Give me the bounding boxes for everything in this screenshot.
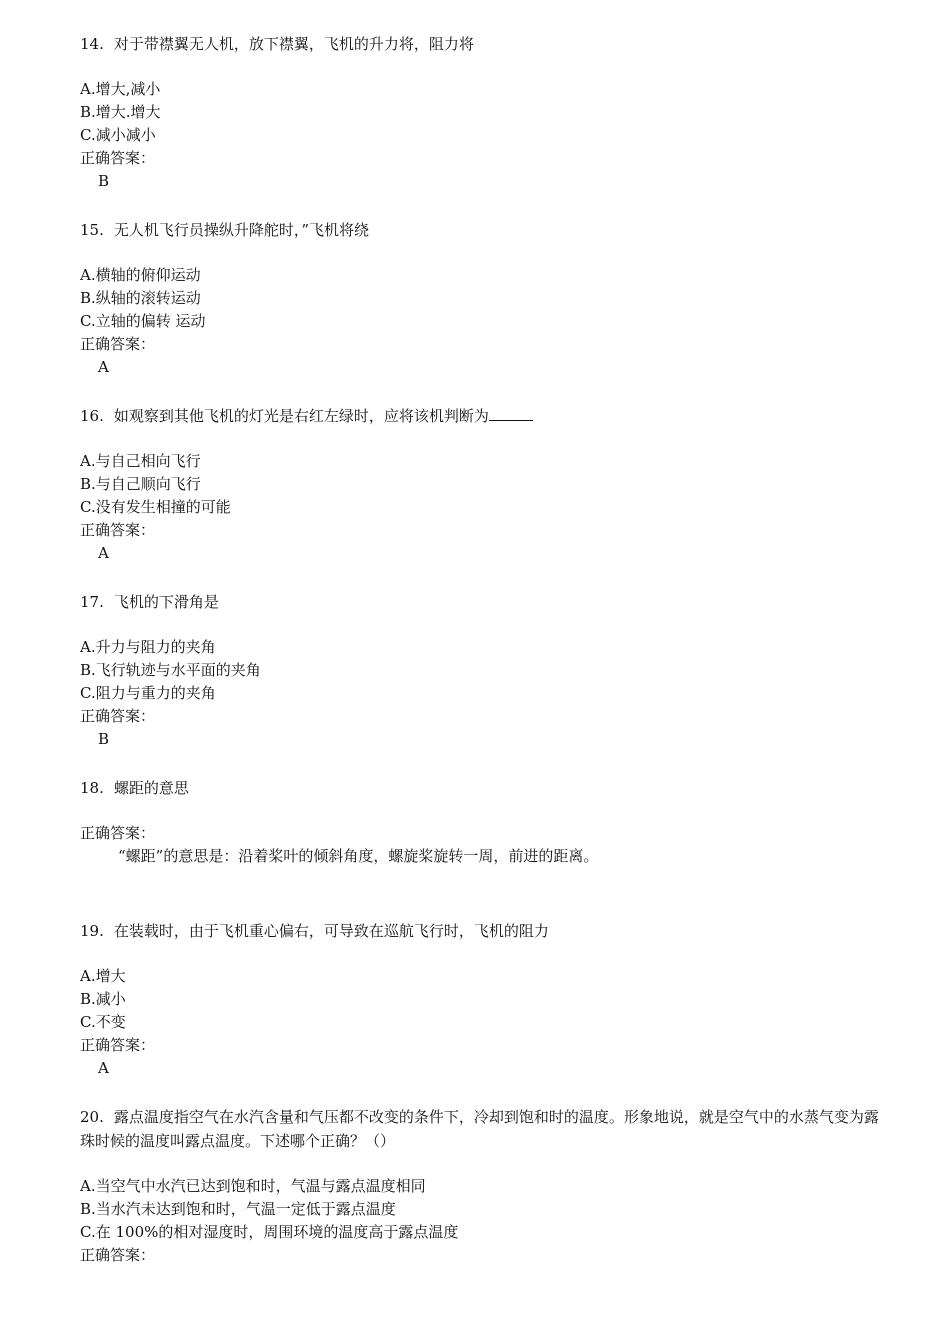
option-a: A.当空气中水汽已达到饱和时，气温与露点温度相同 (80, 1177, 426, 1195)
question-number: 20. (80, 1108, 104, 1126)
question-number: 17. (80, 593, 104, 611)
question-text (80, 1105, 880, 1153)
answer-label: 正确答案： (80, 707, 156, 725)
question-body: 如观察到其他飞机的灯光是右红左绿时，应将该机判断为 (113, 407, 489, 425)
question-17 (80, 590, 880, 751)
option-c: C.不变 (80, 1013, 126, 1031)
answer-value: B (98, 730, 110, 748)
question-number: 19. (80, 922, 104, 940)
answer-value: A (98, 358, 109, 376)
question-body: 飞机的下滑角是 (113, 593, 219, 611)
option-a: A.增大,减小 (80, 80, 161, 98)
question-body: 无人机飞行员操纵升降舵时，”飞机将绕 (113, 221, 370, 239)
question-16 (80, 404, 880, 565)
question-number: 14. (80, 35, 104, 53)
answer-blank (489, 404, 533, 421)
option-b: B.当水汽未达到饱和时，气温一定低于露点温度 (80, 1200, 396, 1218)
question-body: 在装载时，由于飞机重心偏右，可导致在巡航飞行时，飞机的阻力 (113, 922, 549, 940)
question-20 (80, 1105, 880, 1267)
answer-label: 正确答案： (80, 824, 156, 842)
question-text (80, 919, 880, 943)
answer-label: 正确答案： (80, 521, 156, 539)
question-text (80, 218, 880, 242)
question-body: 对于带襟翼无人机，放下襟翼，飞机的升力将，阻力将 (113, 35, 474, 53)
question-body: 螺距的意思 (113, 779, 189, 797)
question-text (80, 776, 880, 800)
answer-value: A (98, 544, 109, 562)
options-list (80, 636, 880, 705)
question-19 (80, 919, 880, 1080)
option-c: C.立轴的偏转 运动 (80, 312, 206, 330)
question-15 (80, 218, 880, 379)
question-14 (80, 32, 880, 193)
option-a: A.升力与阻力的夹角 (80, 638, 216, 656)
option-b: B.减小 (80, 990, 126, 1008)
question-text (80, 590, 880, 614)
answer-label: 正确答案： (80, 149, 156, 167)
answer-label: 正确答案： (80, 1036, 156, 1054)
option-b: B.与自己顺向飞行 (80, 475, 201, 493)
answer-value: “螺距”的意思是：沿着桨叶的倾斜角度，螺旋桨旋转一周，前进的距离。 (118, 847, 599, 865)
question-number: 16. (80, 407, 104, 425)
options-list (80, 450, 880, 519)
answer-value: A (98, 1059, 109, 1077)
question-18 (80, 776, 880, 868)
option-c: C.减小减小 (80, 126, 156, 144)
option-b: B.增大.增大 (80, 103, 161, 121)
options-list (80, 264, 880, 333)
options-list (80, 965, 880, 1034)
option-a: A.与自己相向飞行 (80, 452, 201, 470)
question-body: 露点温度指空气在水汽含量和气压都不改变的条件下，冷却到饱和时的温度。形象地说，就是空气中的水蒸气变为露珠时候的温度叫露点温度。下述哪个正确？（） (80, 1108, 879, 1150)
options-list (80, 78, 880, 147)
answer-label: 正确答案： (80, 1246, 156, 1264)
option-b: B.纵轴的滚转运动 (80, 289, 201, 307)
option-a: A.横轴的俯仰运动 (80, 266, 201, 284)
option-c: C.没有发生相撞的可能 (80, 498, 231, 516)
option-b: B.飞行轨迹与水平面的夹角 (80, 661, 261, 679)
answer-value: B (98, 172, 110, 190)
options-list (80, 1175, 880, 1244)
option-c: C.阻力与重力的夹角 (80, 684, 216, 702)
question-number: 15. (80, 221, 104, 239)
question-text (80, 32, 880, 56)
option-a: A.增大 (80, 967, 126, 985)
question-number: 18. (80, 779, 104, 797)
option-c: C.在 100%的相对湿度时，周围环境的温度高于露点温度 (80, 1223, 459, 1241)
question-text (80, 404, 880, 428)
answer-label: 正确答案： (80, 335, 156, 353)
